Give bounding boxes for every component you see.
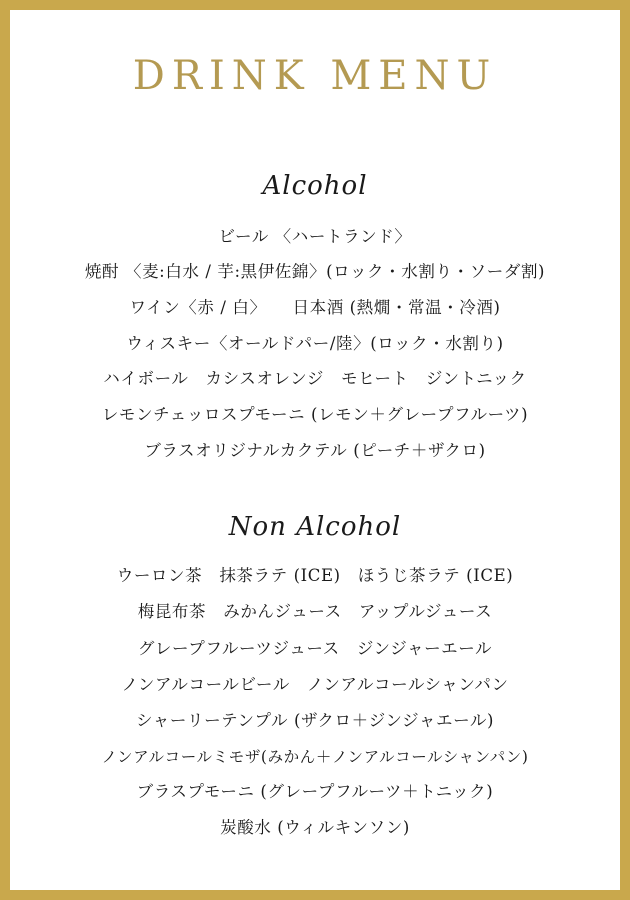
page-title: DRINK MENU — [132, 53, 498, 99]
section-non-alcohol — [10, 468, 620, 846]
section-heading-non-alcohol: Non Alcohol — [228, 512, 402, 543]
menu-item: 炭酸水 (ウィルキンソン) — [220, 818, 410, 838]
menu-item: ノンアルコールビール ノンアルコールシャンパン — [121, 675, 509, 695]
section-alcohol — [10, 123, 620, 468]
menu-item: 焼酎 〈麦:白水 / 芋:黒伊佐錦〉(ロック・水割り・ソーダ割) — [84, 262, 546, 282]
menu-item: ノンアルコールミモザ(みかん＋ノンアルコールシャンパン) — [101, 747, 529, 766]
menu-item: ウィスキー〈オールドパー/陸〉(ロック・水割り) — [126, 333, 504, 353]
menu-item: ウーロン茶 抹茶ラテ (ICE) ほうじ茶ラテ (ICE) — [116, 566, 514, 586]
menu-item: 梅昆布茶 みかんジュース アップルジュース — [137, 602, 493, 622]
menu-item: グレープフルーツジュース ジンジャーエール — [137, 638, 493, 658]
menu-item: ブラスオリジナルカクテル (ピーチ＋ザクロ) — [144, 440, 486, 460]
menu-item: ブラスプモーニ (グレープフルーツ＋トニック) — [136, 781, 494, 801]
section-heading-alcohol: Alcohol — [262, 170, 368, 201]
menu-page — [10, 10, 620, 890]
menu-item: シャーリーテンプル (ザクロ＋ジンジャエール) — [136, 711, 494, 731]
menu-item: ビール 〈ハートランド〉 — [218, 226, 412, 246]
menu-item: レモンチェッロスプモーニ (レモン＋グレープフルーツ) — [101, 404, 529, 424]
menu-item: ハイボール カシスオレンジ モヒート ジントニック — [103, 369, 527, 389]
menu-item: ワイン〈赤 / 白〉 日本酒 (熱燗・常温・冷酒) — [129, 298, 501, 318]
